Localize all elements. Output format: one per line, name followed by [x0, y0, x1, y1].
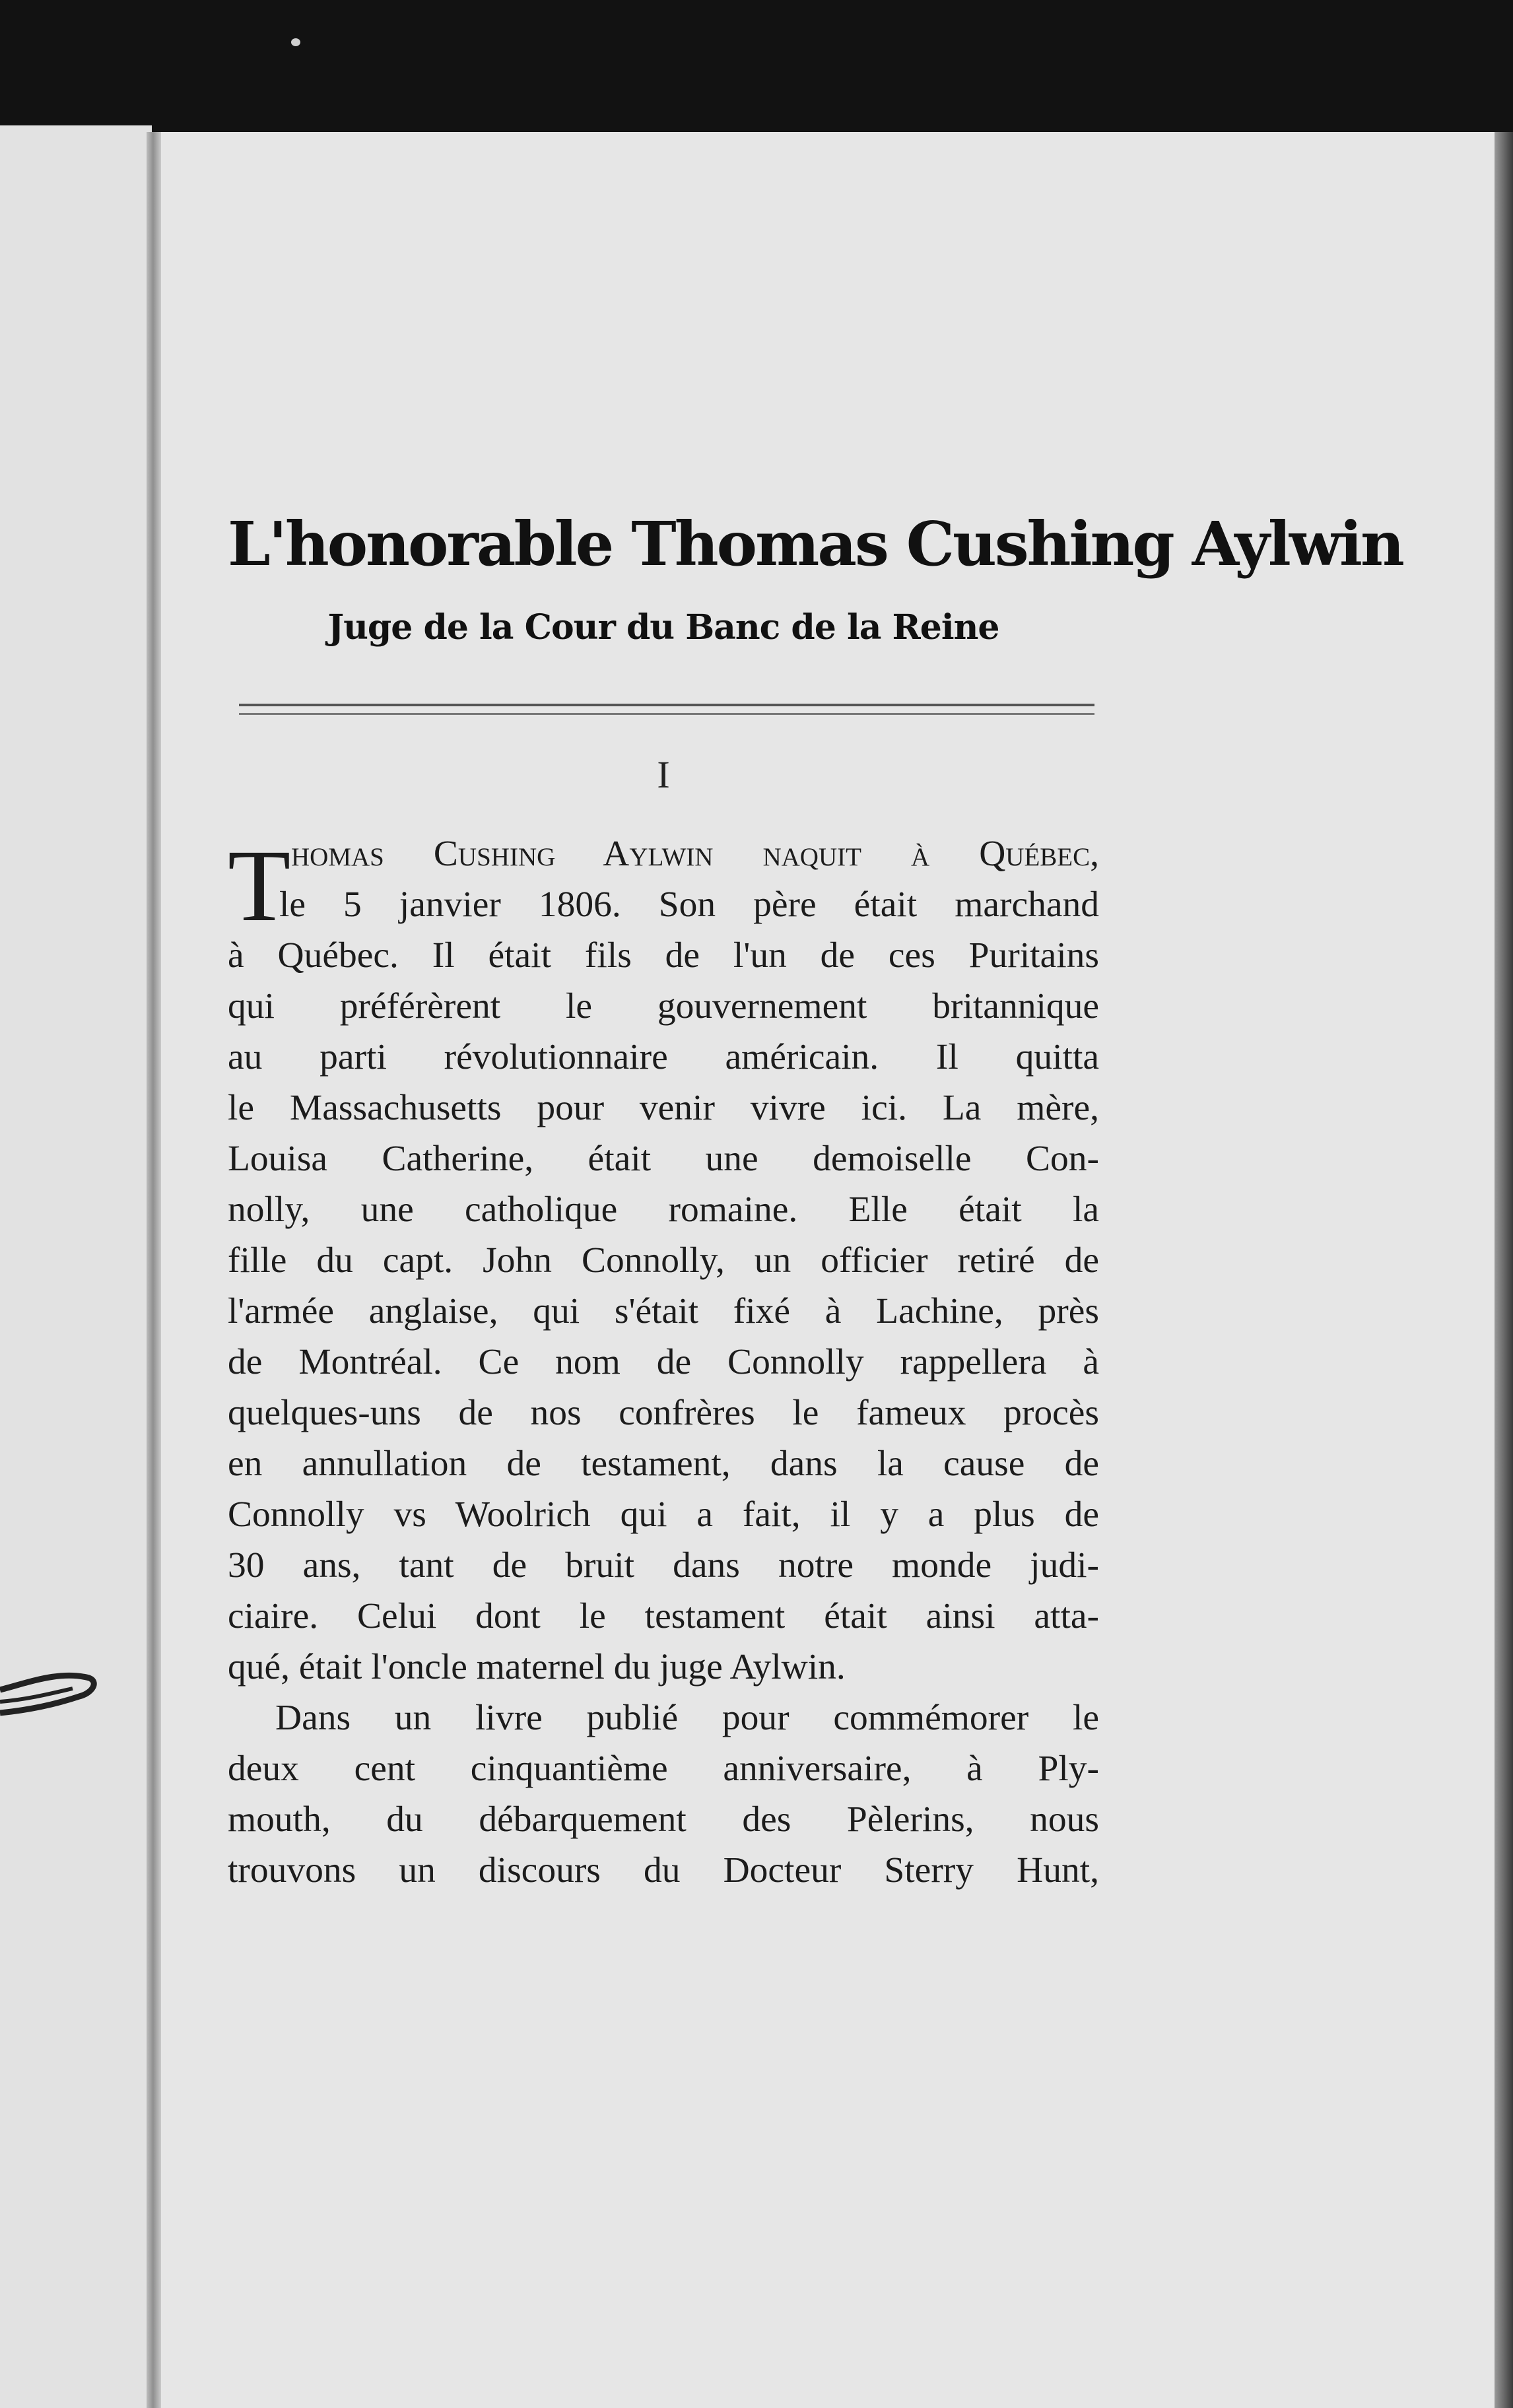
- text-line: qué, était l'oncle maternel du juge Aylwin.: [228, 1647, 846, 1687]
- section-number: I: [657, 753, 670, 796]
- title-rule-upper: [239, 704, 1094, 706]
- text-line: 30 ans, tant de bruit dans notre monde judi-: [228, 1545, 1099, 1586]
- text-line: le Massachusetts pour venir vivre ici. La mère,: [228, 1088, 1099, 1128]
- scan-speck: [291, 38, 300, 46]
- text-line: en annullation de testament, dans la cause de: [228, 1444, 1099, 1484]
- binding-gutter: [147, 132, 161, 2408]
- text-line: mouth, du débarquement des Pèlerins, nous: [228, 1799, 1099, 1840]
- text-line: Connolly vs Woolrich qui a fait, il y a plus de: [228, 1494, 1099, 1535]
- body-text: [228, 828, 1099, 1896]
- page-subtitle: Juge de la Cour du Banc de la Reine: [327, 607, 999, 648]
- text-line: quelques-uns de nos confrères le fameux procès: [228, 1393, 1099, 1433]
- title-rule-lower: [239, 713, 1094, 715]
- text-line: trouvons un discours du Docteur Sterry Hunt,: [228, 1850, 1099, 1890]
- first-line-text: homas Cushing Aylwin naquit à Québec,: [291, 834, 1099, 874]
- text-line: à Québec. Il était fils de l'un de ces Puritains: [228, 935, 1099, 976]
- text-line: Dans un livre publié pour commémorer le: [275, 1698, 1099, 1738]
- pointing-hand-mark: [0, 1663, 99, 1736]
- text-line: au parti révolutionnaire américain. Il quitta: [228, 1037, 1099, 1077]
- text-line: nolly, une catholique romaine. Elle était la: [228, 1189, 1099, 1230]
- text-line: l'armée anglaise, qui s'était fixé à Lachine, près: [228, 1291, 1099, 1331]
- page-right-edge: [1495, 132, 1513, 2408]
- text-line: deux cent cinquantième anniversaire, à Ply-: [228, 1749, 1099, 1789]
- drop-cap: T: [228, 828, 291, 943]
- text-line: [228, 828, 1099, 879]
- text-line: qui préférèrent le gouvernement britannique: [228, 986, 1099, 1026]
- text-line: le 5 janvier 1806. Son père était marchand: [279, 885, 1099, 925]
- scan-top-border: [0, 0, 1513, 132]
- text-line: fille du capt. John Connolly, un officier retiré de: [228, 1240, 1099, 1281]
- text-line: de Montréal. Ce nom de Connolly rappellera à: [228, 1342, 1099, 1382]
- page-title: L'honorable Thomas Cushing Aylwin: [228, 508, 1403, 580]
- text-line: ciaire. Celui dont le testament était ainsi atta-: [228, 1596, 1099, 1636]
- adjacent-page-edge: [0, 125, 152, 2408]
- text-line: Louisa Catherine, était une demoiselle Con-: [228, 1139, 1099, 1179]
